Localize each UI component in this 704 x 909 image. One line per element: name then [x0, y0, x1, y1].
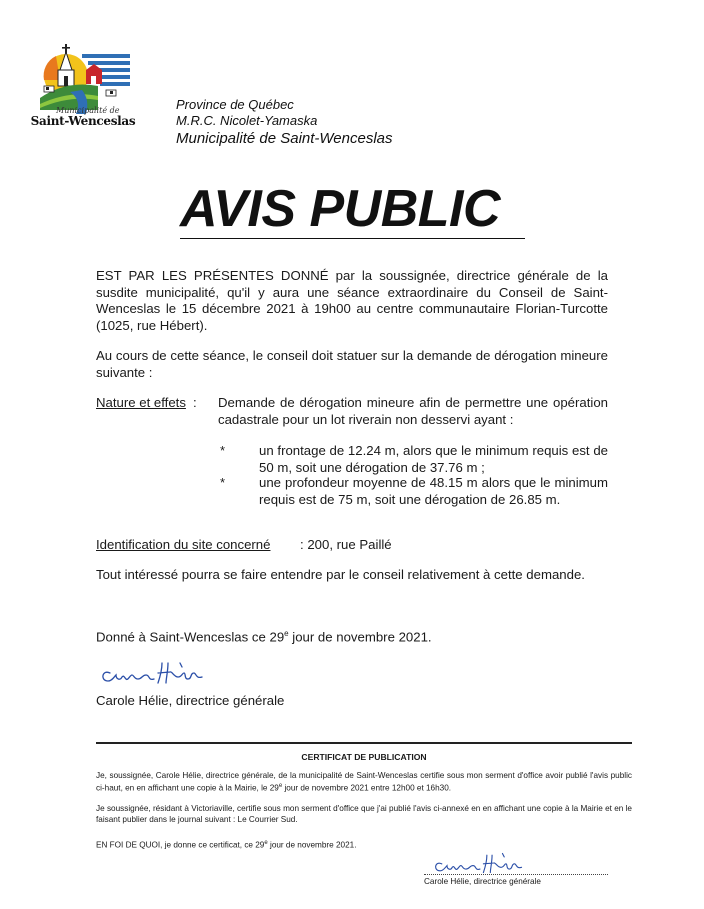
handwritten-signature-icon [426, 850, 546, 876]
logo-caption-large: Saint-Wenceslas [30, 114, 136, 129]
logo-caption-small: Municipalité de [56, 106, 120, 115]
signature-line [424, 874, 608, 875]
nature-colon: : [193, 395, 197, 410]
header-province: Province de Québec [176, 97, 294, 112]
handwritten-signature-icon [96, 655, 226, 691]
certificate-paragraph: EN FOI DE QUOI, je donne ce certificat, ce 29e jour de novembre 2021. [96, 840, 357, 850]
site-value: : 200, rue Paillé [300, 537, 392, 552]
list-item: une profondeur moyenne de 48.15 m alors que le minimum requis est de 75 m, soit une dérogation de 26.85 m. [259, 475, 608, 507]
hearing-paragraph: Tout intéressé pourra se faire entendre par le conseil relativement à cette demande. [96, 567, 585, 582]
certificate-signer: Carole Hélie, directrice générale [424, 877, 541, 886]
header-mrc: M.R.C. Nicolet-Yamaska [176, 113, 318, 128]
intro-paragraph: EST PAR LES PRÉSENTES DONNÉ par la soussignée, directrice générale de la susdite municipalité, qu'il y aura une séance extraordinaire du Conseil de Saint-Wenceslas le 15 décembre 2021 à 19h00 au centre communautaire Florian-Turcotte (1025, rue Hébert). [96, 268, 608, 333]
header-municipality: Municipalité de Saint-Wenceslas [176, 130, 393, 147]
bullet-marker: * [220, 443, 226, 458]
nature-text: Demande de dérogation mineure afin de permettre une opération cadastrale pour un lot riverain non desservi ayant : [218, 395, 608, 427]
certificate-paragraph: Je soussignée, résidant à Victoriaville, certifie sous mon serment d'office que j'ai publié l'avis ci-annexé en en affichant une copie à la Mairie et en le faisant publier dans le journal suivant : Le Courrier Sud. [96, 804, 632, 824]
certificate-paragraph: Je, soussignée, Carole Hélie, directrice générale, de la municipalité de Saint-Wenceslas certifie sous mon serment d'office avoir publié l'avis public ci-haut, en en affichant une copie à la Mairie, le 29e jour de novembre 2021 entre 12h00 et 16h30. [96, 771, 632, 793]
site-label: Identification du site concerné [96, 537, 271, 552]
signer-name: Carole Hélie, directrice générale [96, 693, 285, 708]
given-date-line: Donné à Saint-Wenceslas ce 29e jour de novembre 2021. [96, 629, 432, 645]
session-paragraph: Au cours de cette séance, le conseil doit statuer sur la demande de dérogation mineure suivante : [96, 348, 608, 380]
bullet-marker: * [220, 475, 226, 490]
list-item: un frontage de 12.24 m, alors que le minimum requis est de 50 m, soit une dérogation de 37.76 m ; [259, 443, 608, 475]
divider [96, 742, 632, 744]
certificate-title: CERTIFICAT DE PUBLICATION [301, 752, 427, 762]
nature-label: Nature et effets [96, 395, 186, 410]
page-title: AVIS PUBLIC [180, 180, 525, 239]
logo-caption [28, 107, 138, 128]
